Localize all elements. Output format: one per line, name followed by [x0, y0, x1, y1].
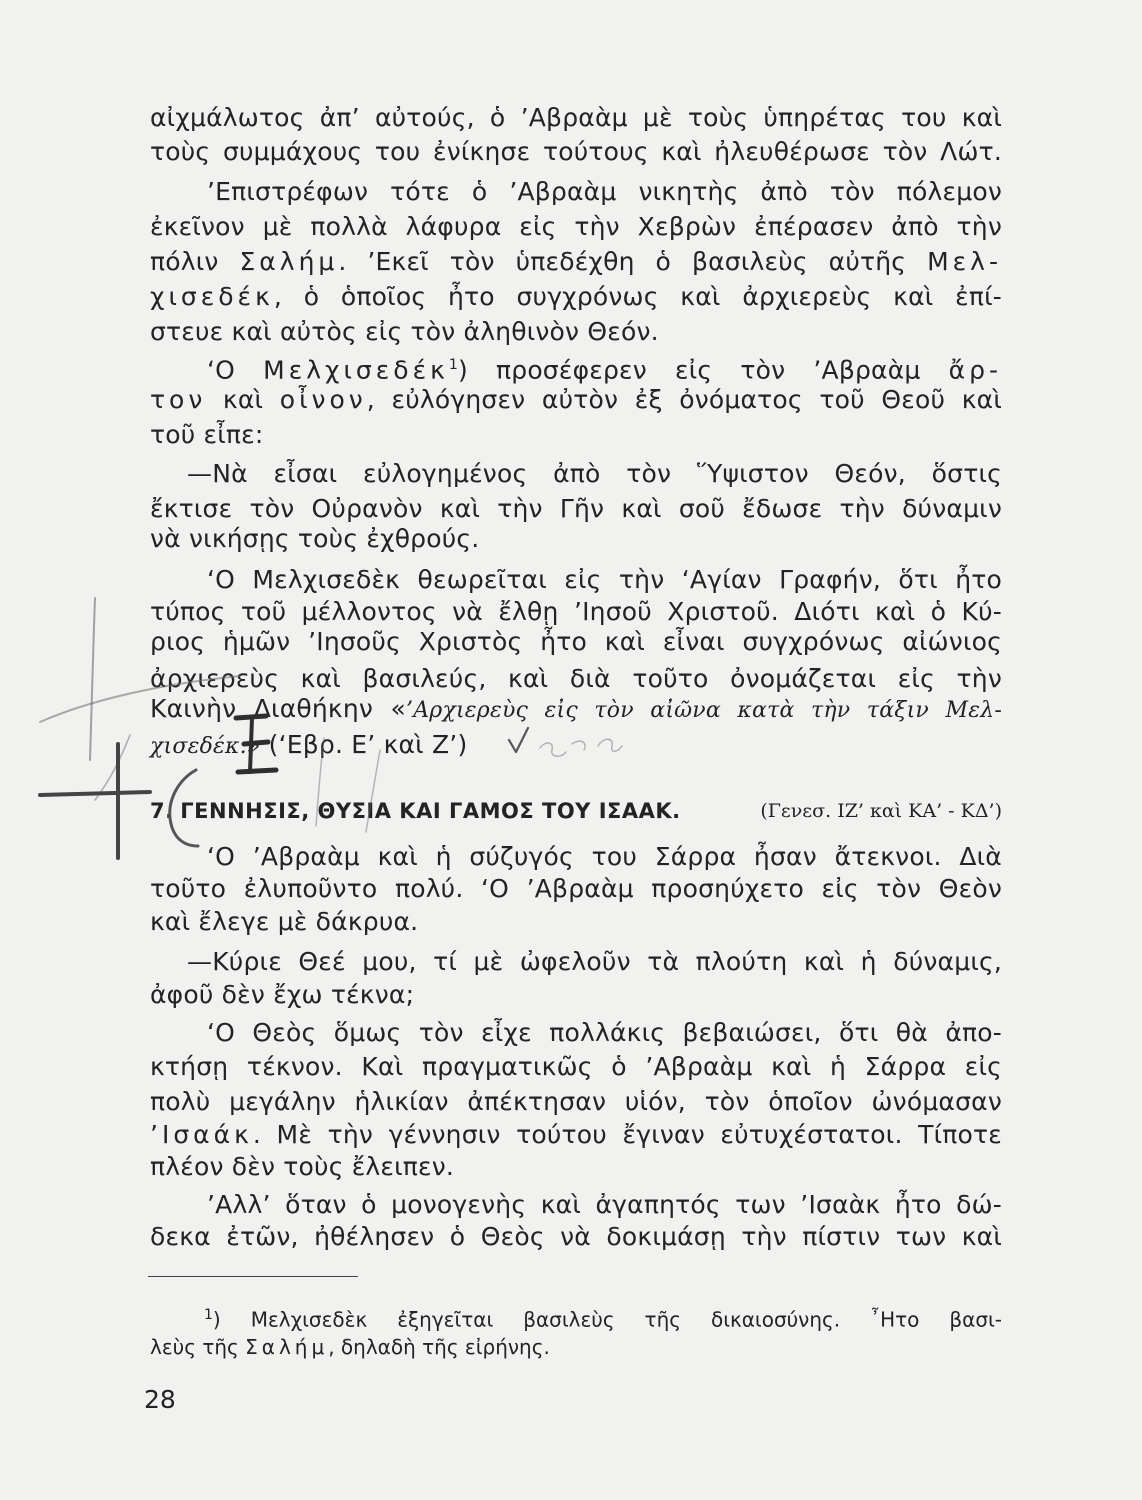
text-line: στευε καὶ αὐτὸς εἰς τὸν ἀληθινὸν Θεόν. — [150, 317, 659, 346]
text-line: ‘Ο ’Αβραὰμ καὶ ἡ σύζυγός του Σάρρα ἦσαν ἄτεκνοι. Διὰ — [207, 842, 1002, 871]
text-line: χισεδέκ.» (‘Εβρ. Ε’ καὶ Ζ’) — [150, 730, 468, 759]
section-number: 7. — [150, 799, 174, 823]
section-reference: (Γενεσ. ΙΖ’ καὶ ΚΑ’ - ΚΔ’) — [760, 800, 1002, 822]
text-line: δεκα ἐτῶν, ἠθέλησεν ὁ Θεὸς νὰ δοκιμάσῃ τὴν πίστιν των καὶ — [150, 1222, 1002, 1251]
text-line: ’Επιστρέφων τότε ὁ ’Αβραὰμ νικητὴς ἀπὸ τὸν πόλεμον — [207, 177, 1002, 206]
footnote-ref: 1 — [448, 357, 458, 373]
text-line: χισεδέκ, ὁ ὁποῖος ἦτο συγχρόνως καὶ ἀρχιερεὺς καὶ ἐπί- — [150, 282, 1002, 311]
text-line: ’Αλλ’ ὅταν ὁ μονογενὴς καὶ ἀγαπητός των ’Ισαὰκ ἦτο δώ- — [207, 1190, 1002, 1219]
text-line: τοὺς συμμάχους του ἐνίκησε τούτους καὶ ἠλευθέρωσε τὸν Λώτ. — [150, 137, 1002, 166]
text-line: πόλιν Σαλήμ. ’Εκεῖ τὸν ὑπεδέχθη ὁ βασιλεὺς αὐτῆς Μελ- — [150, 247, 1002, 276]
text-line: ἀρχιερεὺς καὶ βασιλεύς, καὶ διὰ τοῦτο ὀνομάζεται εἰς τὴν — [150, 664, 1002, 693]
text-line: —Νὰ εἶσαι εὐλογημένος ἀπὸ τὸν Ὕψιστον Θεόν, ὅστις — [187, 459, 1002, 488]
footnote-marker: 1 — [204, 1307, 213, 1323]
text-line: τοῦ εἶπε: — [150, 420, 264, 449]
text-line: Καινὴν Διαθήκην «’Αρχιερεὺς εἰς τὸν αἰῶνα κατὰ τὴν τάξιν Μελ- — [150, 694, 1002, 723]
text-line: ριος ἡμῶν ’Ιησοῦς Χριστὸς ἦτο καὶ εἶναι συγχρόνως αἰώνιος — [150, 627, 1002, 656]
text-line: ‘Ο Θεὸς ὅμως τὸν εἶχε πολλάκις βεβαιώσει, ὅτι θὰ ἀπο- — [207, 1018, 1002, 1047]
text-line: ἀφοῦ δὲν ἔχω τέκνα; — [150, 980, 415, 1009]
section-title: ΓΕΝΝΗΣΙΣ, ΘΥΣΙΑ ΚΑΙ ΓΑΜΟΣ ΤΟΥ ΙΣΑΑΚ. — [180, 799, 681, 823]
text-line: ἔκτισε τὸν Οὐρανὸν καὶ τὴν Γῆν καὶ σοῦ ἔδωσε τὴν δύναμιν — [150, 494, 1002, 523]
footnote-line: $^1$) Μελχισεδὲκ ἐξηγεῖται βασιλεὺς τῆς δικαιοσύνης. ῏Ητο βασι- — [204, 1307, 1002, 1332]
text-line: ἐκεῖνον μὲ πολλὰ λάφυρα εἰς τὴν Χεβρὼν ἐπέρασεν ἀπὸ τὴν — [150, 212, 1002, 241]
text-line: τον καὶ οἶνον, εὐλόγησεν αὐτὸν ἐξ ὀνόματος τοῦ Θεοῦ καὶ — [150, 385, 1002, 414]
text-line: αἰχμάλωτος ἀπ’ αὐτούς, ὁ ’Αβραὰμ μὲ τοὺς ὑπηρέτας του καὶ — [150, 103, 1002, 132]
text-line: νὰ νικήσῃς τοὺς ἐχθρούς. — [150, 524, 480, 553]
text-line: τοῦτο ἐλυποῦντο πολύ. ‘Ο ’Αβραὰμ προσηύχετο εἰς τὸν Θεὸν — [150, 874, 1002, 903]
text-line: καὶ ἔλεγε μὲ δάκρυα. — [150, 907, 419, 936]
text-line: πολὺ μεγάλην ἡλικίαν ἀπέκτησαν υἱόν, τὸν ὁποῖον ὠνόμασαν — [150, 1087, 1002, 1116]
footnote-line: λεὺς τῆς Σαλήμ, δηλαδὴ τῆς εἰρήνης. — [150, 1335, 550, 1359]
text-line: —Κύριε Θεέ μου, τί μὲ ὠφελοῦν τὰ πλούτη καὶ ἡ δύναμις, — [187, 947, 1002, 976]
text-line: ’Ισαάκ. Μὲ τὴν γέννησιν τούτου ἔγιναν εὐτυχέστατοι. Τίποτε — [150, 1120, 1002, 1149]
text-line: ‘Ο Μελχισεδέκ$^1$) προσέφερεν εἰς τὸν ’Αβραὰμ ἄρ- — [207, 355, 1002, 385]
text-line: τύπος τοῦ μέλλοντος νὰ ἔλθῃ ’Ιησοῦ Χριστοῦ. Διότι καὶ ὁ Κύ- — [150, 597, 1002, 626]
page-number: 28 — [144, 1385, 176, 1414]
text-line: ‘Ο Μελχισεδὲκ θεωρεῖται εἰς τὴν ‘Αγίαν Γραφήν, ὅτι ἦτο — [207, 565, 1002, 594]
text-line: πλέον δὲν τοὺς ἔλειπεν. — [150, 1152, 455, 1181]
section-heading — [150, 794, 1002, 828]
footnote-rule — [148, 1276, 358, 1277]
text-line: κτήσῃ τέκνον. Καὶ πραγματικῶς ὁ ’Αβραὰμ καὶ ἡ Σάρρα εἰς — [150, 1052, 1002, 1081]
